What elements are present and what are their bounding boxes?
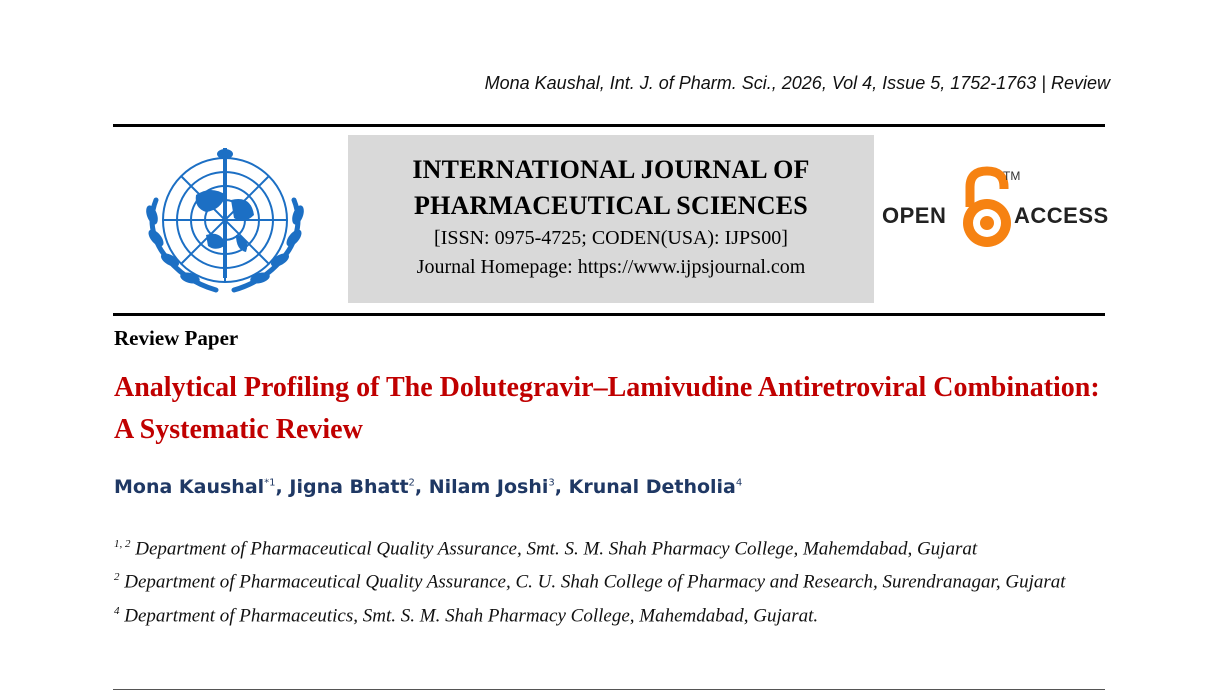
un-emblem-logo [126, 140, 324, 305]
author-sep: , [554, 476, 569, 498]
affiliation-sup: 4 [114, 604, 120, 617]
journal-title-line1: INTERNATIONAL JOURNAL OF [412, 155, 810, 184]
author-list [114, 476, 742, 498]
author-name: Mona Kaushal [114, 476, 265, 498]
author-name: Jigna Bhatt [289, 476, 409, 498]
citation-header: Mona Kaushal, Int. J. of Pharm. Sci., 2026, Vol 4, Issue 5, 1752-1763 | Review [484, 73, 1110, 93]
open-access-access: ACCESS [1014, 203, 1109, 228]
paper-title: Analytical Profiling of The Dolutegravir–Lamivudine Antiretroviral Combination: A Systematic Review [114, 372, 1100, 445]
affiliation-text: Department of Pharmaceutical Quality Assurance, C. U. Shah College of Pharmacy and Research, Surendranagar, Gujarat [119, 571, 1066, 593]
author-sup: 3 [548, 477, 555, 489]
open-access-open: OPEN [882, 203, 947, 228]
affiliation-sup: 2 [114, 571, 120, 584]
author-name: Nilam Joshi [428, 476, 549, 498]
journal-title-line2: PHARMACEUTICAL SCIENCES [414, 191, 808, 220]
affiliation-sup: 1, 2 [114, 538, 131, 550]
author-name: Krunal Detholia [568, 476, 736, 498]
journal-homepage: Journal Homepage: https://www.ijpsjournal.com [416, 256, 806, 278]
affiliation-text: Department of Pharmaceutics, Smt. S. M. Shah Pharmacy College, Mahemdabad, Gujarat. [119, 604, 819, 626]
author-sup: 4 [735, 477, 743, 489]
article-type-label: Review Paper [114, 326, 239, 350]
masthead-divider [113, 313, 1105, 316]
affiliation-item [114, 597, 1104, 630]
journal-masthead [348, 135, 874, 303]
author-sup: 2 [408, 477, 415, 489]
author-sep: , [414, 476, 429, 498]
affiliation-text: Department of Pharmaceutical Quality Assurance, Smt. S. M. Shah Pharmacy College, Mahemdabad, Gujarat [130, 538, 978, 560]
open-access-tm: TM [1003, 169, 1021, 183]
top-divider [113, 124, 1105, 127]
affiliations [114, 530, 1104, 630]
affiliation-item [114, 530, 1104, 563]
open-access-logo [880, 165, 1108, 251]
author-sep: , [275, 476, 290, 498]
journal-issn: [ISSN: 0975-4725; CODEN(USA): IJPS00] [434, 227, 788, 249]
author-sup: *1 [264, 477, 276, 489]
affiliation-item [114, 563, 1104, 596]
bottom-divider [113, 689, 1105, 690]
